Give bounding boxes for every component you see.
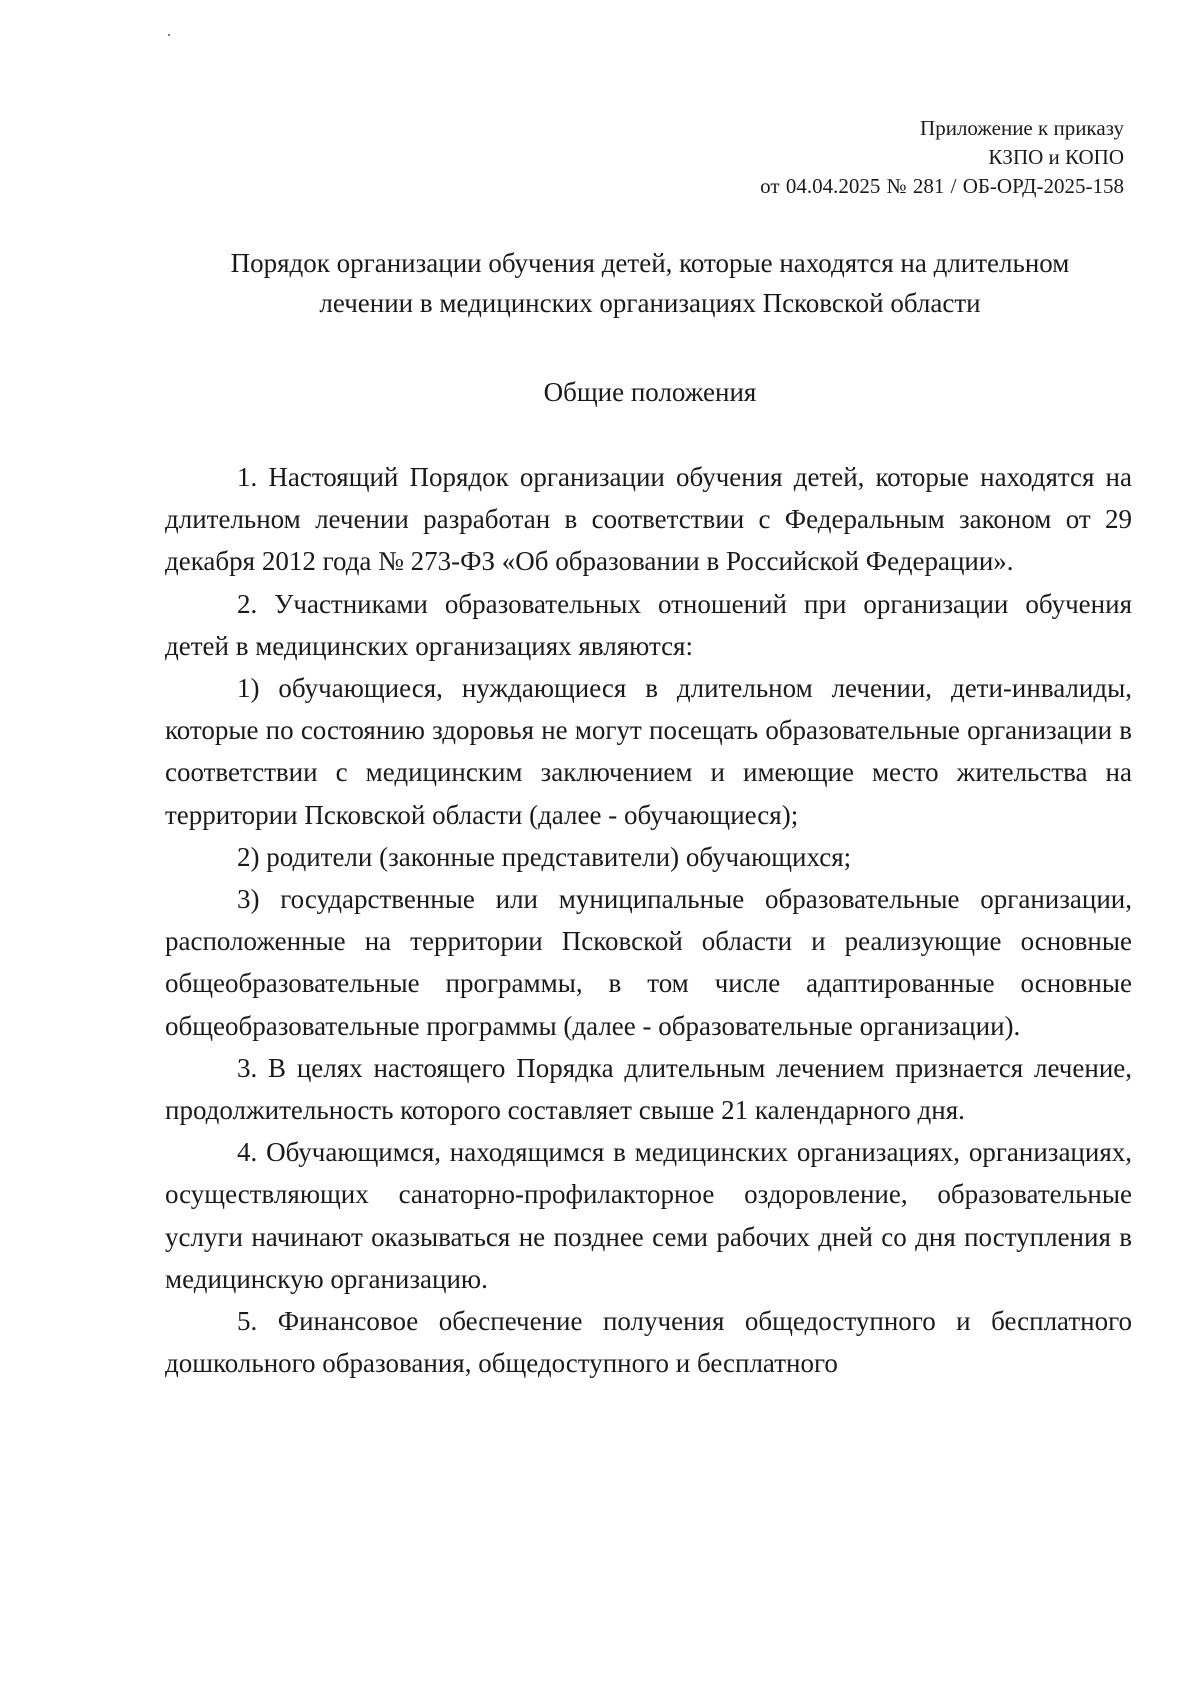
appendix-order-line: от 04.04.2025 № 281 / ОБ-ОРД-2025-158 xyxy=(760,174,1124,198)
paragraph-5: 5. Финансовое обеспечение получения общедоступного и бесплатного дошкольного образования, общедоступного и бесплатного xyxy=(165,1306,1132,1379)
document-title xyxy=(160,243,1140,323)
title-line: Порядок организации обучения детей, которые находятся на длительном xyxy=(230,248,1070,278)
scan-speck xyxy=(168,34,170,36)
paragraph-1: 1. Настоящий Порядок организации обучения детей, которые находятся на длительном лечении разработан в соответствии с Федеральным законом от 29 декабря 2012 года № 273-ФЗ «Об образовании в Российской Федерации». xyxy=(165,462,1132,577)
paragraph-3: 3. В целях настоящего Порядка длительным лечением признается лечение, продолжительность которого составляет свыше 21 календарного дня. xyxy=(165,1052,1132,1126)
paragraph-4: 4. Обучающимся, находящимся в медицинских организациях, организациях, осуществляющих санаторно-профилакторное оздоровление, образовательные услуги начинают оказываться не позднее семи рабочих дней со дня поступления в медицинскую организацию. xyxy=(165,1137,1132,1294)
document-body xyxy=(165,456,1132,1384)
list-item-2: 2) родители (законные представители) обучающихся; xyxy=(237,841,852,872)
appendix-line: КЗПО и КОПО xyxy=(988,145,1124,169)
title-line: лечении в медицинских организациях Псковской области xyxy=(319,288,981,318)
section-heading: Общие положения xyxy=(543,377,757,407)
list-item-3: 3) государственные или муниципальные образовательные организации, расположенные на территории Псковской области и реализующие основные общеобразовательные программы, в том числе адаптированные основные общеобразовательные программы (далее - образовательные организации). xyxy=(165,884,1132,1041)
appendix-line: Приложение к приказу xyxy=(920,116,1124,140)
list-item-1: 1) обучающиеся, нуждающиеся в длительном лечении, дети-инвалиды, которые по состоянию здоровья не могут посещать образовательные организации в соответствии с медицинским заключением и имеющие место жительства на территории Псковской области (далее - обучающиеся); xyxy=(165,673,1132,830)
paragraph-2: 2. Участниками образовательных отношений при организации обучения детей в медицинских организациях являются: xyxy=(165,588,1132,661)
appendix-block xyxy=(760,114,1124,201)
